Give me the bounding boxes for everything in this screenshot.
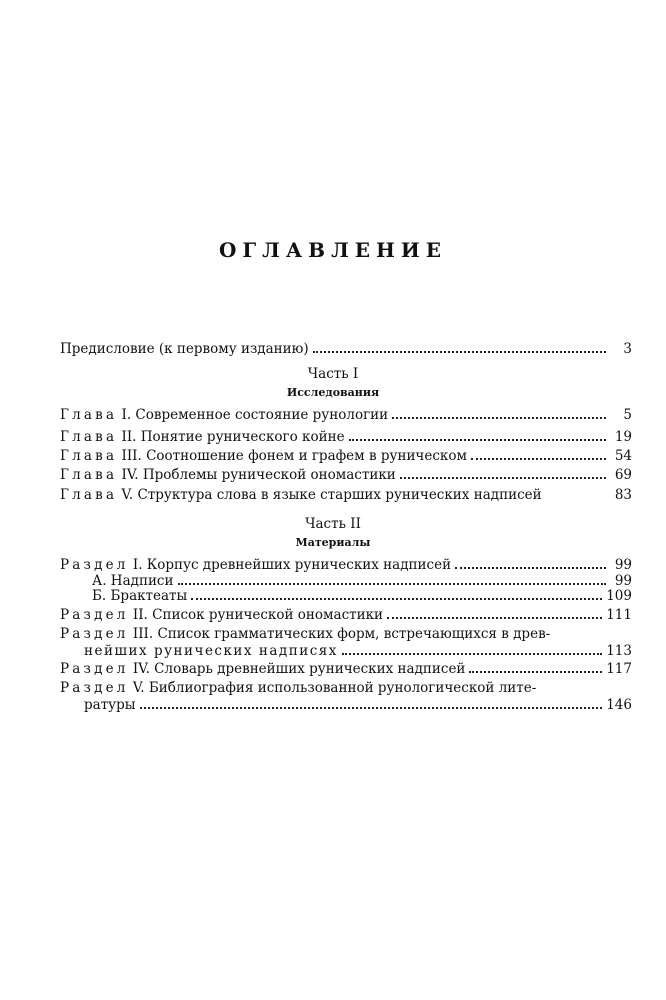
entry-prefix: Глава [60,467,118,483]
toc-page-number: 83 [614,487,632,503]
toc-page-number: 5 [623,407,632,423]
toc-entry-label: А. Надписи [92,573,174,589]
toc-entry-label: IV. Проблемы рунической ономастики [121,467,396,483]
toc-entry-chapter[interactable] [60,406,632,423]
toc-entry-label-continuation: ратуры [84,697,136,713]
leader-dots [400,466,606,479]
toc-entry-label: III. Список грамматических форм, встречающихся в древ- [132,626,551,642]
toc-entry-label: I. Современное состояние рунологии [121,407,389,423]
entry-prefix: Раздел [60,607,129,623]
toc-entry-label: V. Библиография использованной рунологической лите- [132,680,537,696]
toc-entry-section[interactable] [60,660,632,677]
toc-entry-chapter[interactable] [60,466,632,483]
entry-prefix: Глава [60,448,118,464]
part-heading: Часть II [305,516,361,532]
entry-prefix: Глава [60,429,118,445]
toc-entry-chapter[interactable] [60,447,632,464]
toc-page-number: 69 [614,467,632,483]
part-subtitle: Исследования [286,386,380,399]
leader-dots [469,660,602,673]
toc-page-number: 3 [623,341,632,357]
toc-entry-chapter[interactable] [60,486,632,503]
toc-entry-label: V. Структура слова в языке старших рунических надписей [121,487,542,503]
leader-dots [313,340,606,353]
part-heading: Часть I [307,366,359,382]
toc-page-number: 99 [614,573,632,589]
entry-prefix: Раздел [60,626,129,642]
entry-prefix: Глава [60,407,118,423]
toc-page-number: 109 [606,588,632,604]
part-subtitle: Материалы [295,536,371,549]
toc-entry-section[interactable] [60,680,632,696]
toc-page-number: 99 [614,557,632,573]
toc-entry-continuation[interactable] [60,642,632,659]
entry-prefix: Глава [60,487,118,503]
toc-entry-label: Б. Брактеаты [92,588,188,604]
entry-prefix: Раздел [60,661,129,677]
toc-page-number: 19 [614,429,632,445]
leader-dots [471,447,606,460]
toc-entry-chapter[interactable] [60,428,632,445]
page-title: ОГЛАВЛЕНИЕ [218,238,448,262]
toc-entry-label: Предисловие (к первому изданию) [60,341,309,357]
leader-dots [140,696,603,709]
leader-dots [191,587,602,600]
leader-dots [342,642,602,655]
entry-prefix: Раздел [60,557,129,573]
leader-dots [455,556,606,569]
leader-dots [546,486,606,499]
toc-page-number: 111 [606,607,632,623]
toc-entry-label-continuation: нейших рунических надписях [84,643,338,659]
toc-page-number: 146 [606,697,632,713]
toc-entry-continuation[interactable] [60,696,632,713]
leader-dots [178,572,607,585]
leader-dots [392,406,606,419]
leader-dots [387,606,602,619]
toc-page-number: 113 [606,643,632,659]
toc-entry-section[interactable] [60,606,632,623]
toc-entry-label: IV. Словарь древнейших рунических надписей [132,661,466,677]
toc-entry-section[interactable] [60,626,632,642]
toc-entry-label: I. Корпус древнейших рунических надписей [132,557,452,573]
toc-entry-label: III. Соотношение фонем и графем в руническом [121,448,467,464]
toc-entry-label: II. Список рунической ономастики [132,607,384,623]
toc-entry-subsection[interactable] [92,587,632,604]
entry-prefix: Раздел [60,680,129,696]
toc-page-number: 54 [614,448,632,464]
leader-dots [349,428,606,441]
toc-entry-section[interactable] [60,556,632,573]
toc-entry-preface[interactable] [60,340,632,357]
toc-entry-label: II. Понятие рунического койне [121,429,345,445]
toc-page-number: 117 [606,661,632,677]
